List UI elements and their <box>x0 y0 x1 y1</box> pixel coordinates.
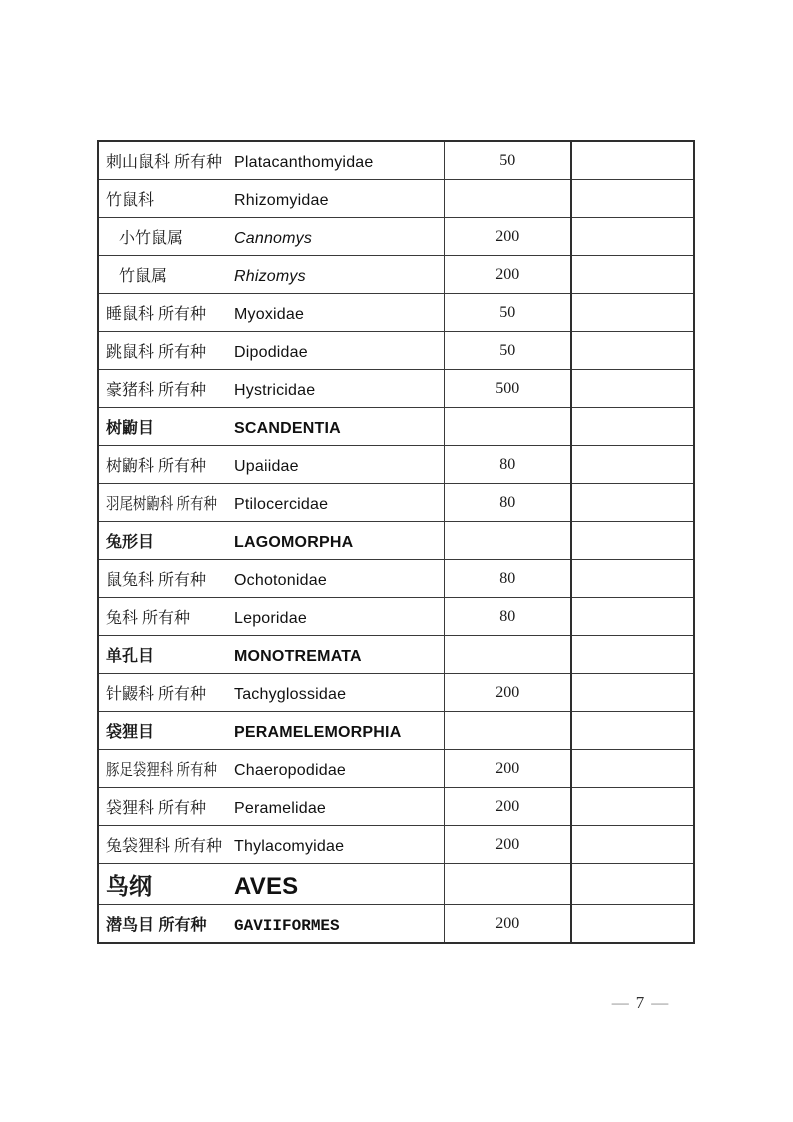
quota-cell <box>444 864 571 905</box>
chinese-name: 刺山鼠科 所有种 <box>106 154 223 171</box>
latin-name: Peramelidae <box>234 800 327 817</box>
table-row <box>98 141 694 180</box>
name-cell <box>98 788 444 826</box>
chinese-name: 潜鸟目 所有种 <box>106 917 207 934</box>
chinese-name: 鸟纲 <box>106 872 152 899</box>
chinese-name: 跳鼠科 所有种 <box>106 344 207 361</box>
table-row <box>98 180 694 218</box>
name-cell <box>98 370 444 408</box>
latin-name: MONOTREMATA <box>234 648 362 665</box>
chinese-name: 兔袋狸科 所有种 <box>106 838 223 855</box>
quota-cell <box>444 712 571 750</box>
table-row <box>98 522 694 560</box>
notes-cell <box>571 674 694 712</box>
notes-cell <box>571 446 694 484</box>
notes-cell <box>571 180 694 218</box>
quota-cell: 200 <box>444 788 571 826</box>
chinese-name: 竹鼠属 <box>119 268 168 285</box>
quota-cell: 200 <box>444 256 571 294</box>
quota-cell: 200 <box>444 826 571 864</box>
quota-cell: 80 <box>444 484 571 522</box>
taxa-table-body <box>98 141 694 943</box>
latin-name: Cannomys <box>234 230 313 247</box>
chinese-name: 羽尾树鼩科 所有种 <box>106 496 217 513</box>
latin-name: Hystricidae <box>234 382 316 399</box>
table-row <box>98 256 694 294</box>
chinese-name: 单孔目 <box>106 648 155 665</box>
quota-cell: 500 <box>444 370 571 408</box>
latin-name: LAGOMORPHA <box>234 534 354 551</box>
table-row <box>98 218 694 256</box>
latin-name: Ochotonidae <box>234 572 327 589</box>
chinese-name: 睡鼠科 所有种 <box>106 306 207 323</box>
quota-cell: 50 <box>444 332 571 370</box>
chinese-name: 兔科 所有种 <box>106 610 191 627</box>
latin-name: Upaiidae <box>234 458 299 475</box>
chinese-name: 针鼹科 所有种 <box>106 686 207 703</box>
quota-cell: 80 <box>444 446 571 484</box>
latin-name: PERAMELEMORPHIA <box>234 724 402 741</box>
notes-cell <box>571 332 694 370</box>
latin-name: Rhizomys <box>234 268 306 285</box>
notes-cell <box>571 826 694 864</box>
name-cell <box>98 522 444 560</box>
latin-name: Thylacomyidae <box>234 838 345 855</box>
page-number: 7 <box>635 993 645 1012</box>
quota-cell: 50 <box>444 141 571 180</box>
table-row <box>98 598 694 636</box>
table-row <box>98 560 694 598</box>
notes-cell <box>571 141 694 180</box>
notes-cell <box>571 750 694 788</box>
notes-cell <box>571 712 694 750</box>
chinese-name: 袋狸目 <box>106 724 155 741</box>
table-row <box>98 332 694 370</box>
quota-cell: 80 <box>444 560 571 598</box>
chinese-name: 鼠兔科 所有种 <box>106 572 207 589</box>
notes-cell <box>571 788 694 826</box>
notes-cell <box>571 636 694 674</box>
name-cell <box>98 446 444 484</box>
notes-cell <box>571 256 694 294</box>
latin-name: Leporidae <box>234 610 307 627</box>
chinese-name: 小竹鼠属 <box>119 230 184 247</box>
chinese-name: 兔形目 <box>106 534 155 551</box>
quota-cell <box>444 408 571 446</box>
table-row <box>98 788 694 826</box>
latin-name: Myoxidae <box>234 306 305 323</box>
footer-dash-left: — <box>611 993 629 1012</box>
table-row <box>98 905 694 944</box>
table-row <box>98 826 694 864</box>
name-cell <box>98 408 444 446</box>
chinese-name: 竹鼠科 <box>106 192 155 209</box>
name-cell <box>98 180 444 218</box>
latin-name: Ptilocercidae <box>234 496 329 513</box>
notes-cell <box>571 864 694 905</box>
table-row <box>98 370 694 408</box>
latin-name: Chaeropodidae <box>234 762 347 779</box>
latin-name: Platacanthomyidae <box>234 154 374 171</box>
quota-cell <box>444 636 571 674</box>
chinese-name: 豪猪科 所有种 <box>106 382 207 399</box>
notes-cell <box>571 522 694 560</box>
table-row <box>98 294 694 332</box>
footer-dash-right: — <box>651 993 669 1012</box>
name-cell <box>98 484 444 522</box>
table-row <box>98 712 694 750</box>
table-row <box>98 446 694 484</box>
latin-name: Tachyglossidae <box>234 686 347 703</box>
table-row <box>98 750 694 788</box>
name-cell <box>98 636 444 674</box>
table-row <box>98 484 694 522</box>
latin-name: GAVIIFORMES <box>234 917 340 935</box>
latin-name: Rhizomyidae <box>234 192 329 209</box>
name-cell <box>98 826 444 864</box>
quota-cell: 200 <box>444 750 571 788</box>
chinese-name: 树鼩科 所有种 <box>106 458 207 475</box>
chinese-name: 豚足袋狸科 所有种 <box>106 762 217 779</box>
notes-cell <box>571 484 694 522</box>
chinese-name: 袋狸科 所有种 <box>106 800 207 817</box>
table-row <box>98 674 694 712</box>
name-cell <box>98 598 444 636</box>
taxa-table <box>97 140 695 944</box>
name-cell <box>98 141 444 180</box>
quota-cell: 200 <box>444 218 571 256</box>
name-cell <box>98 750 444 788</box>
page-footer <box>598 993 682 1013</box>
name-cell <box>98 332 444 370</box>
latin-name: SCANDENTIA <box>234 420 341 437</box>
quota-cell: 200 <box>444 905 571 944</box>
quota-cell <box>444 180 571 218</box>
quota-cell: 80 <box>444 598 571 636</box>
quota-cell: 200 <box>444 674 571 712</box>
name-cell <box>98 294 444 332</box>
name-cell <box>98 256 444 294</box>
notes-cell <box>571 598 694 636</box>
notes-cell <box>571 294 694 332</box>
name-cell <box>98 864 444 905</box>
quota-cell <box>444 522 571 560</box>
table-row <box>98 636 694 674</box>
name-cell <box>98 218 444 256</box>
name-cell <box>98 560 444 598</box>
chinese-name: 树鼩目 <box>106 420 155 437</box>
name-cell <box>98 712 444 750</box>
notes-cell <box>571 370 694 408</box>
table-row <box>98 408 694 446</box>
table-row <box>98 864 694 905</box>
name-cell <box>98 674 444 712</box>
notes-cell <box>571 560 694 598</box>
notes-cell <box>571 408 694 446</box>
name-cell <box>98 905 444 944</box>
latin-name: AVES <box>234 872 299 900</box>
notes-cell <box>571 905 694 944</box>
notes-cell <box>571 218 694 256</box>
latin-name: Dipodidae <box>234 344 308 361</box>
quota-cell: 50 <box>444 294 571 332</box>
